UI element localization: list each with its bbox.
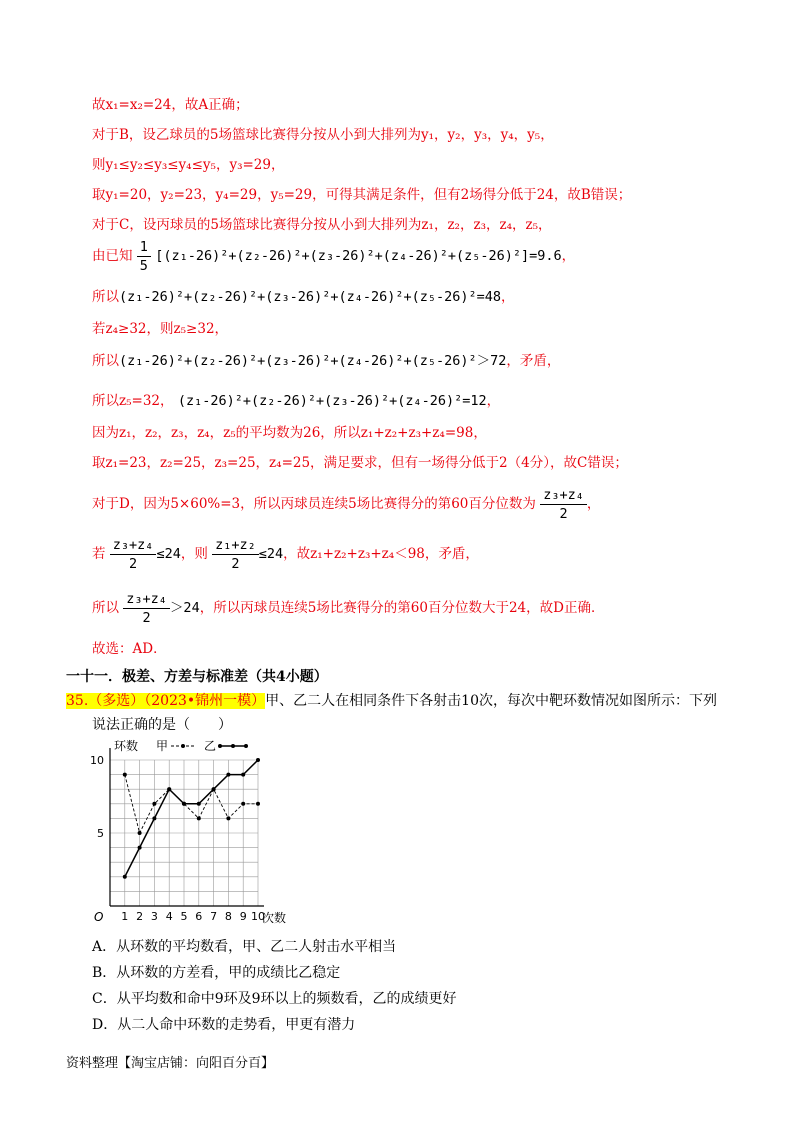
series-point [182,802,186,806]
legend-jia-marker [181,744,185,748]
x-tick-label: 10 [251,910,265,923]
sol-line-9-expr: (z₁-26)²+(z₂-26)²+(z₃-26)²+(z₄-26)²+(z₅-26)²＞72 [119,353,507,369]
series-point [241,802,245,806]
chart-grid [110,760,258,906]
fraction-z3z4-over-2 [540,486,587,523]
series-point [256,758,260,762]
sol-line-9 [92,352,560,370]
chart-legend [156,739,248,753]
sol-line-11: 因为z₁，z₂，z₃，z₄，z₅的平均数为26，所以z₁+z₂+z₃+z₄=98， [92,425,487,441]
relation-le-24: ≤24 [156,546,181,562]
x-tick-label: 7 [210,910,218,923]
sol-line-13-pre: 对于D，因为5×60%=3，所以丙球员连续5场比赛得分的第60百分位数为 [92,496,536,512]
sol-line-6 [92,238,575,275]
series-point [197,802,201,806]
option-a[interactable]: A．从环数的平均数看，甲、乙二人射击水平相当 [92,939,397,955]
series-point [167,787,171,791]
question-line-2: 说法正确的是（ ） [92,717,232,733]
series-point [138,831,142,835]
sol-line-6-expr: [(z₁-26)²+(z₂-26)²+(z₃-26)²+(z₄-26)²+(z₅-26)²]=9.6 [155,248,562,264]
shooting-line-chart [86,734,306,929]
relation-le-24: ≤24 [258,546,284,562]
series-point [152,816,156,820]
frac-num: z₁+z₂ [212,536,259,555]
y-tick-label: 5 [97,827,104,840]
sol-line-5: 对于C，设丙球员的5场篮球比赛得分按从小到大排列为z₁，z₂，z₃，z₄，z₅， [92,217,552,233]
sol-line-7-pre: 所以 [92,289,119,305]
x-tick-label: 1 [121,910,129,923]
series-point [197,816,201,820]
legend-yi-label: 乙 [204,739,217,753]
sol-line-10-expr: (z₁-26)²+(z₂-26)²+(z₃-26)²+(z₄-26)²=12 [177,393,487,409]
question-line-1 [66,690,717,710]
sol-line-15 [92,590,604,627]
option-d[interactable]: D．从二人命中环数的走势看，甲更有潜力 [92,1017,356,1033]
chart-tick-labels [90,738,286,925]
sol-line-10 [92,392,500,410]
legend-yi-marker [244,744,248,748]
fraction-one-fifth [137,238,151,275]
sol-line-6-post: ， [561,248,576,264]
sol-line-14-post: ，故z₁+z₂+z₃+z₄＜98，矛盾， [283,546,479,562]
series-point [256,802,260,806]
series-point [152,802,156,806]
x-tick-label: 5 [180,910,188,923]
sol-line-2: 对于B，设乙球员的5场篮球比赛得分按从小到大排列为y₁，y₂，y₃，y₄，y₅， [92,127,554,143]
x-tick-label: 4 [165,910,173,923]
sol-line-15-post: ，所以丙球员连续5场比赛得分的第60百分位数大于24，故D正确． [199,600,605,616]
sol-line-16: 故选：AD． [92,641,167,657]
sol-line-1: 故x₁=x₂=24，故A正确； [92,97,249,113]
frac-den: 2 [559,506,568,522]
frac-num: 1 [137,238,151,257]
legend-yi-marker [218,744,222,748]
sol-line-7-expr: (z₁-26)²+(z₂-26)²+(z₃-26)²+(z₄-26)²+(z₅-26)²=48 [119,289,502,305]
x-tick-label: 2 [136,910,144,923]
sol-line-4: 取y₁=20，y₂=23，y₄=29，y₅=29，可得其满足条件，但有2场得分低于24，故B错误； [92,187,632,203]
sol-line-14 [92,536,479,573]
sol-line-9-post: ，矛盾， [506,353,561,369]
sol-line-14-mid: ，则 [180,546,208,562]
series-point [226,773,230,777]
sol-line-12: 取z₁=23，z₂=25，z₃=25，z₄=25，满足要求，但有一场得分低于2（4分），故C错误； [92,455,628,471]
sol-line-13-post: ， [586,496,601,512]
x-tick-label: 6 [195,910,203,923]
relation-gt-24: ＞24 [169,600,200,616]
sol-line-3: 则y₁≤y₂≤y₃≤y₄≤y₅，y₃=29， [92,157,285,173]
y-tick-label: 10 [90,754,104,767]
sol-line-13 [92,486,600,523]
sol-line-10-pre: 所以z₅=32， [92,393,174,409]
series-point [212,787,216,791]
legend-yi-marker [231,744,235,748]
fraction-z3z4-over-2 [123,590,170,627]
option-b[interactable]: B．从环数的方差看，甲的成绩比乙稳定 [92,965,341,981]
series-point [138,846,142,850]
sol-line-7 [92,288,515,306]
origin-label: O [94,910,104,924]
question-tag: 35.（多选）（2023•锦州一模） [66,693,266,709]
x-tick-label: 8 [224,910,232,923]
question-text-1: 甲、乙二人在相同条件下各射击10次，每次中靶环数情况如图所示：下列 [265,693,717,709]
frac-den: 2 [142,610,151,626]
sol-line-10-post: ， [486,393,501,409]
legend-jia-label: 甲 [156,739,169,753]
sol-line-8: 若z₄≥32，则z₅≥32， [92,321,229,337]
sol-line-15-pre: 所以 [92,600,119,616]
x-axis-label: 次数 [262,911,287,925]
fraction-z1z2-over-2 [212,536,259,573]
y-axis-label: 环数 [114,739,139,753]
series-point [241,773,245,777]
frac-den: 5 [139,258,148,274]
sol-line-6-pre: 由已知 [92,248,133,264]
sol-line-14-pre: 若 [92,546,106,562]
sol-line-9-pre: 所以 [92,353,119,369]
x-tick-label: 3 [150,910,158,923]
option-c[interactable]: C．从平均数和命中9环及9环以上的频数看，乙的成绩更好 [92,991,457,1007]
frac-den: 2 [129,556,138,572]
footer-credit: 资料整理【淘宝店铺：向阳百分百】 [66,1056,275,1071]
x-tick-label: 9 [239,910,247,923]
frac-num: z₃+z₄ [540,486,587,505]
fraction-z3z4-over-2 [110,536,157,573]
section-heading: 一十一．极差、方差与标准差（共4小题） [66,669,328,685]
series-point [226,816,230,820]
sol-line-7-post: ， [501,289,515,305]
frac-num: z₃+z₄ [110,536,157,555]
series-point [123,875,127,879]
frac-num: z₃+z₄ [123,590,170,609]
series-point [123,773,127,777]
chart-axes [110,748,264,906]
frac-den: 2 [231,556,240,572]
